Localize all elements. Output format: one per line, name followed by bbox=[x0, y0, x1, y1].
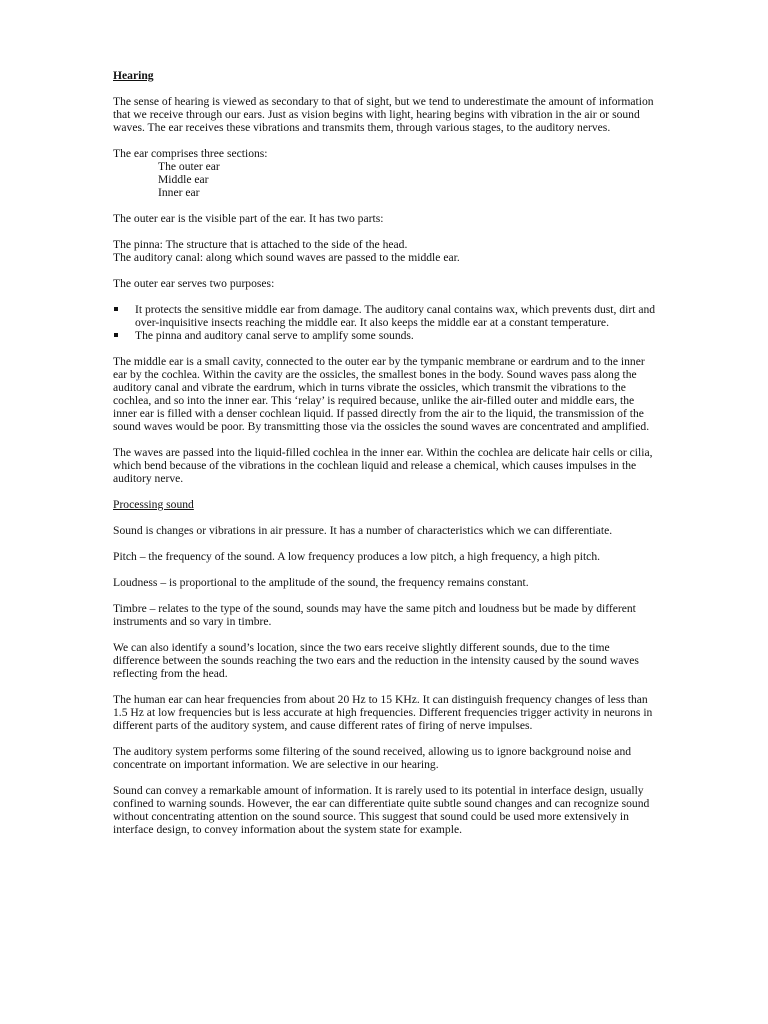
frequencies-paragraph: The human ear can hear frequencies from about 20 Hz to 15 KHz. It can distinguish frequency changes of less than 1.5 Hz at low frequencies but is less accurate at high frequencies. Different frequencies trigger activity in neurons in different parts of the auditory system, and cause different rates of firing of nerve impulses. bbox=[113, 693, 653, 732]
document-page bbox=[113, 69, 658, 849]
inner-ear-paragraph: The waves are passed into the liquid-filled cochlea in the inner ear. Within the cochlea are delicate hair cells or cilia, which bend because of the vibrations in the cochlean liquid and release a chemical, which causes impulses in the auditory nerve. bbox=[113, 446, 653, 485]
loudness-paragraph: Loudness – is proportional to the amplitude of the sound, the frequency remains constant. bbox=[113, 576, 529, 589]
list-item bbox=[113, 303, 658, 329]
pinna-line: The pinna: The structure that is attached to the side of the head. bbox=[113, 238, 408, 251]
purposes-intro: The outer ear serves two purposes: bbox=[113, 277, 275, 290]
list-item-text: It protects the sensitive middle ear from damage. The auditory canal contains wax, which prevents dust, dirt and over-inquisitive insects reaching the middle ear. It also keeps the middle ear at a constant temperature. bbox=[135, 303, 656, 329]
outer-ear-parts bbox=[113, 238, 658, 264]
middle-ear-paragraph: The middle ear is a small cavity, connected to the outer ear by the tympanic membrane or eardrum and to the inner ear by the cochlea. Within the cavity are the ossicles, the smallest bones in the body. Sound waves pass along the auditory canal and vibrate the eardrum, which in turns vibrate the ossicles, which transmit the vibrations to the cochlea, and so into the inner ear. This ‘relay’ is required because, unlike the air-filled outer and middle ears, the inner ear is filled with a denser cochlean liquid. If passed directly from the air to the liquid, the transmission of the sound waves would be poor. By transmitting those via the ossicles the sound waves are concentrated and amplified. bbox=[113, 355, 650, 433]
sections-intro: The ear comprises three sections: bbox=[113, 147, 268, 160]
processing-heading: Processing sound bbox=[113, 498, 194, 511]
ear-sections-list bbox=[113, 160, 658, 199]
purposes-list bbox=[113, 303, 658, 342]
document-title: Hearing bbox=[113, 69, 154, 82]
bullet-icon bbox=[114, 333, 118, 337]
outer-ear-paragraph: The outer ear is the visible part of the ear. It has two parts: bbox=[113, 212, 384, 225]
timbre-paragraph: Timbre – relates to the type of the sound, sounds may have the same pitch and loudness but be made by different instruments and so vary in timbre. bbox=[113, 602, 636, 628]
sound-definition-paragraph: Sound is changes or vibrations in air pressure. It has a number of characteristics which we can differentiate. bbox=[113, 524, 613, 537]
pitch-paragraph: Pitch – the frequency of the sound. A low frequency produces a low pitch, a high frequency, a high pitch. bbox=[113, 550, 601, 563]
list-item bbox=[113, 329, 658, 342]
location-paragraph: We can also identify a sound’s location, since the two ears receive slightly different sounds, due to the time difference between the sounds reaching the two ears and the reduction in the intensity caused by the sound waves reflecting from the head. bbox=[113, 641, 639, 680]
list-item-text: The pinna and auditory canal serve to amplify some sounds. bbox=[135, 329, 414, 342]
list-item: Inner ear bbox=[158, 186, 200, 199]
intro-paragraph: The sense of hearing is viewed as secondary to that of sight, but we tend to underestimate the amount of information that we receive through our ears. Just as vision begins with light, hearing begins with vibration in the air or sound waves. The ear receives these vibrations and transmits them, through various stages, to the auditory nerves. bbox=[113, 95, 654, 134]
list-item: The outer ear bbox=[158, 160, 220, 173]
auditory-canal-line: The auditory canal: along which sound waves are passed to the middle ear. bbox=[113, 251, 460, 264]
filtering-paragraph: The auditory system performs some filtering of the sound received, allowing us to ignore background noise and concentrate on important information. We are selective in our hearing. bbox=[113, 745, 632, 771]
bullet-icon bbox=[114, 307, 118, 311]
list-item: Middle ear bbox=[158, 173, 209, 186]
interface-paragraph: Sound can convey a remarkable amount of information. It is rarely used to its potential in interface design, usually confined to warning sounds. However, the ear can differentiate quite subtle sound changes and can recognize sound without concentrating attention on the sound source. This suggest that sound could be used more extensively in interface design, to convey information about the system state for example. bbox=[113, 784, 650, 836]
